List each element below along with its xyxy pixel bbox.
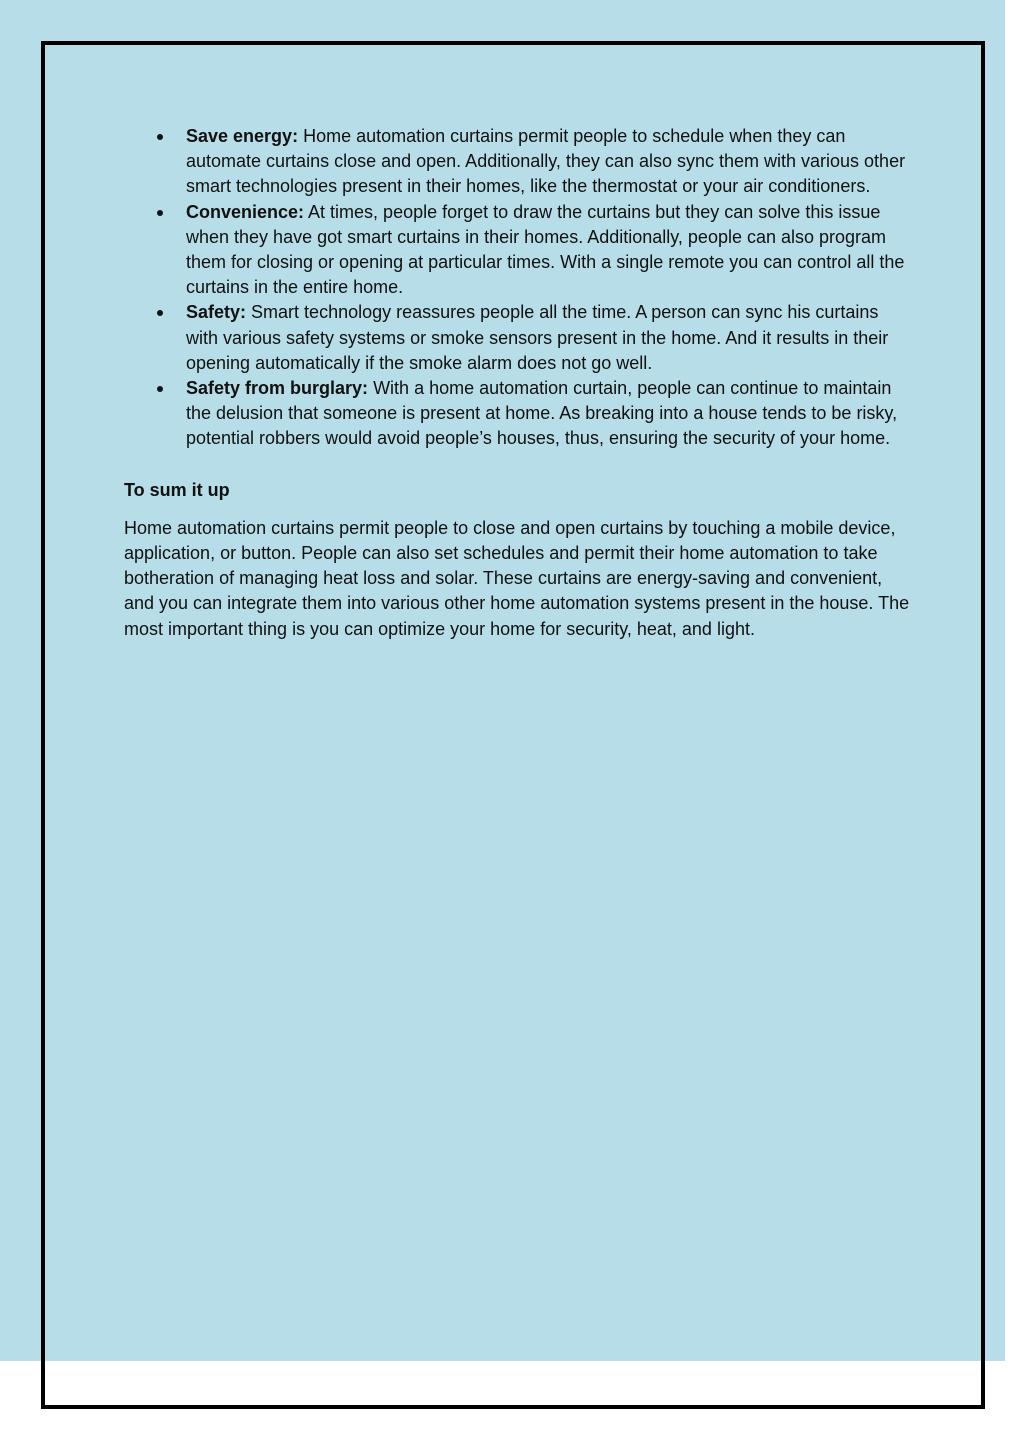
bullet-icon [157,386,163,392]
list-item-safety-from-burglary [124,376,914,452]
bullet-term: Convenience: [186,201,305,222]
bullet-icon [157,210,163,216]
bullet-icon [157,134,163,140]
bullet-term: Safety from burglary: [186,378,369,399]
document-body [124,124,914,642]
bullet-term: Save energy: [186,126,299,146]
section-heading: To sum it up [124,479,230,500]
bullet-icon [157,310,163,316]
bullet-text: With a home automation curtain, people can continue to maintain the delusion that someone is present at home. As breaking into a house tends to be risky, potential robbers would avoid people’s houses, thus, ensuring the security of your home. [186,378,898,449]
list-item-save-energy [124,124,914,200]
bullet-term: Safety: [186,302,247,323]
bullet-text: Home automation curtains permit people to schedule when they can automate curtains close and open. Additionally, they can also sync them with various other smart technologies present in their homes, like the thermostat or your air conditioners. [186,126,906,197]
benefits-list [124,124,914,452]
bullet-text: At times, people forget to draw the curtains but they can solve this issue when they have got smart curtains in their homes. Additionally, people can also program them for closing or opening at particular times. With a single remote you can control all the curtains in the entire home. [186,201,905,298]
bullet-text: Smart technology reassures people all the time. A person can sync his curtains with various safety systems or smoke sensors present in the home. And it results in their opening automatically if the smoke alarm does not go well. [186,302,889,373]
summary-paragraph: Home automation curtains permit people to close and open curtains by touching a mobile device, application, or button. People can also set schedules and permit their home automation to take botheration of managing heat loss and solar. These curtains are energy-saving and convenient, and you can integrate them into various other home automation systems present in the house. The most important thing is you can optimize your home for security, heat, and light. [124,517,910,639]
list-item-convenience [124,200,914,301]
list-item-safety [124,300,914,376]
